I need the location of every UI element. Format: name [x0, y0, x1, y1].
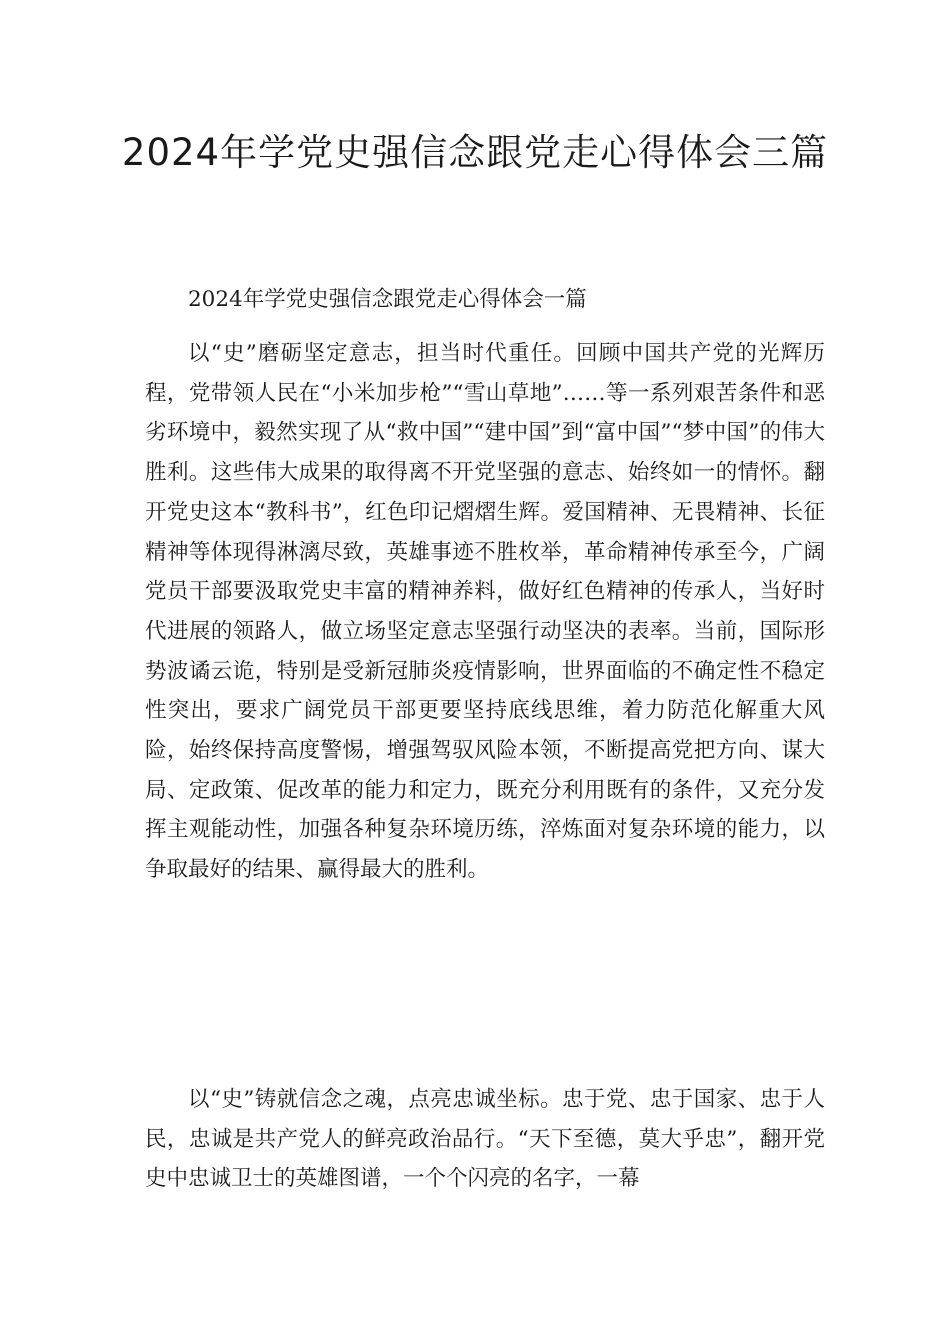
document-title: 2024年学党史强信念跟党走心得体会三篇	[121, 131, 829, 174]
paragraph-1: 以“史”磨砺坚定意志，担当时代重任。回顾中国共产党的光辉历程，党带领人民在“小米加步枪”“雪山草地”……等一系列艰苦条件和恶劣环境中，毅然实现了从“救中国”“建中国”到“富中国”“梦中国”的伟大胜利。这些伟大成果的取得离不开党坚强的意志、始终如一的情怀。翻开党史这本“教科书”，红色印记熠熠生辉。爱国精神、无畏精神、长征精神等体现得淋漓尽致，英雄事迹不胜枚举，革命精神传承至今，广阔党员干部要汲取党史丰富的精神养料，做好红色精神的传承人，当好时代进展的领路人，做立场坚定意志坚强行动坚决的表率。当前，国际形势波谲云诡，特别是受新冠肺炎疫情影响，世界面临的不确定性不稳定性突出，要求广阔党员干部更要坚持底线思维，着力防范化解重大风险，始终保持高度警惕，增强驾驭风险本领，不断提高党把方向、谋大局、定政策、促改革的能力和定力，既充分利用既有的条件，又充分发挥主观能动性，加强各种复杂环境历练，淬炼面对复杂环境的能力，以争取最好的结果、赢得最大的胜利。	[145, 341, 825, 883]
paragraph-2: 以“史”铸就信念之魂，点亮忠诚坐标。忠于党、忠于国家、忠于人民，忠诚是共产党人的鲜亮政治品行。“天下至德，莫大乎忠”，翻开党史中忠诚卫士的英雄图谱，一个个闪亮的名字，一幕	[145, 1087, 825, 1192]
section-heading: 2024年学党史强信念跟党走心得体会一篇	[188, 287, 587, 312]
